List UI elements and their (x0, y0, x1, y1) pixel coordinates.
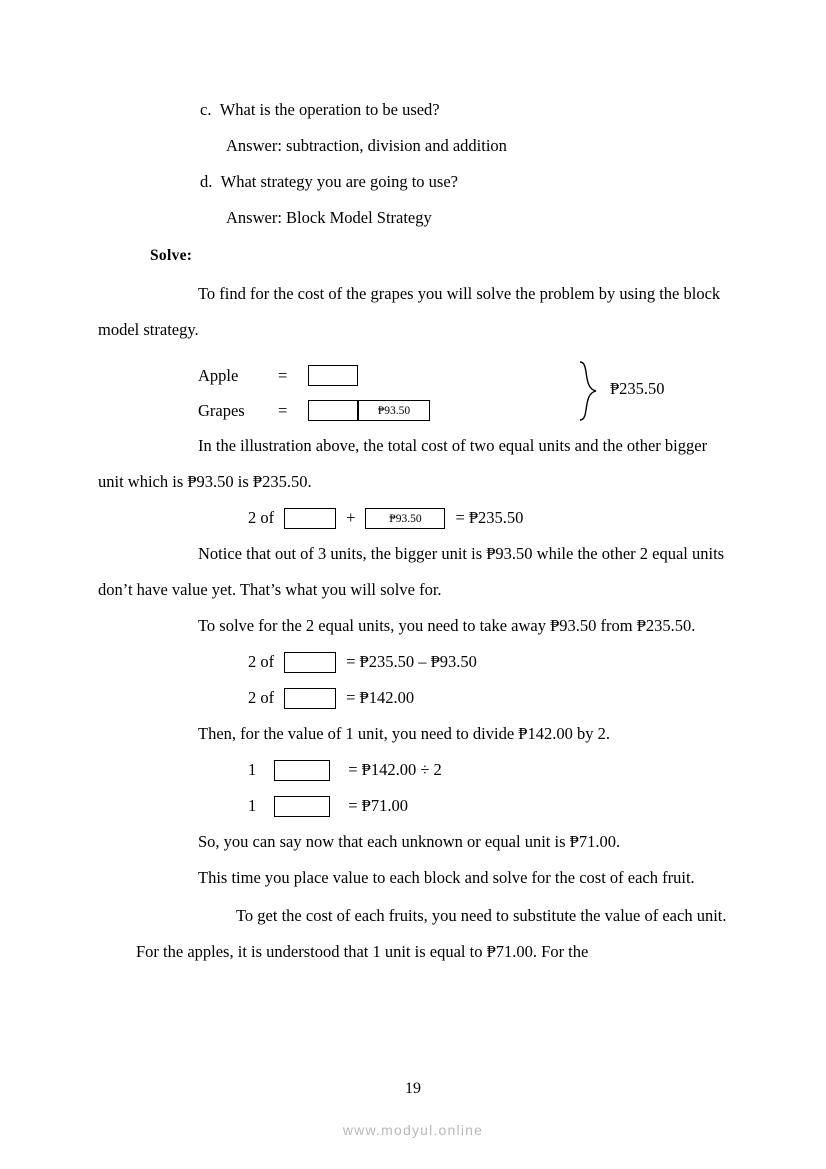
block-model-diagram (198, 358, 728, 428)
equation-5 (248, 788, 728, 824)
question-c-text: What is the operation to be used? (219, 100, 440, 119)
equation-4 (248, 752, 728, 788)
answer-c: Answer: subtraction, division and addition (226, 136, 507, 155)
equation-5-box (274, 796, 330, 817)
paragraph-7: This time you place value to each block and solve for the cost of each fruit. (198, 868, 695, 887)
brace-icon (578, 360, 600, 422)
equation-2-prefix: 2 of (248, 652, 275, 671)
paragraph-5: Then, for the value of 1 unit, you need to divide ₱142.00 by 2. (198, 724, 610, 743)
equation-4-box (274, 760, 330, 781)
equation-3 (248, 680, 728, 716)
equation-5-prefix: 1 (248, 796, 257, 815)
equation-3-suffix: = ₱142.00 (346, 688, 415, 707)
grapes-value-box: ₱93.50 (358, 400, 430, 421)
equation-3-prefix: 2 of (248, 688, 275, 707)
equation-4-prefix: 1 (248, 760, 257, 779)
apple-unit-box (308, 365, 358, 386)
question-c (200, 92, 728, 128)
equation-1-suffix: = ₱235.50 (455, 508, 524, 527)
question-d-marker: d. (200, 172, 213, 191)
paragraph-8: To get the cost of each fruits, you need to substitute the value of each unit. For the apples, it is understood that 1 unit is equal to ₱71.00. For the (136, 906, 727, 961)
equation-1-mid: + (346, 508, 356, 527)
diagram-total: ₱235.50 (610, 379, 665, 398)
equation-4-suffix: = ₱142.00 ÷ 2 (348, 760, 442, 779)
equation-1-box (284, 508, 336, 529)
equation-3-box (284, 688, 336, 709)
equation-5-suffix: = ₱71.00 (348, 796, 408, 815)
solve-heading: Solve: (150, 247, 193, 264)
equation-2-suffix: = ₱235.50 – ₱93.50 (346, 652, 477, 671)
answer-d: Answer: Block Model Strategy (226, 208, 432, 227)
watermark: www.modyul.online (342, 1122, 484, 1138)
paragraph-2: In the illustration above, the total cost of two equal units and the other bigger unit which is ₱93.50 is ₱235.50. (98, 436, 708, 491)
apple-label: Apple (198, 365, 239, 385)
equation-1-value-box: ₱93.50 (365, 508, 445, 529)
apple-equals: = (278, 365, 288, 385)
page-number: 19 (405, 1080, 421, 1097)
page-content (98, 92, 728, 970)
equation-2 (248, 644, 728, 680)
grapes-unit-box (308, 400, 358, 421)
paragraph-6: So, you can say now that each unknown or equal unit is ₱71.00. (198, 832, 621, 851)
paragraph-4: To solve for the 2 equal units, you need to take away ₱93.50 from ₱235.50. (198, 616, 696, 635)
grapes-equals: = (278, 400, 288, 420)
question-d-text: What strategy you are going to use? (220, 172, 458, 191)
grapes-label: Grapes (198, 400, 245, 420)
equation-2-box (284, 652, 336, 673)
equation-1 (248, 500, 728, 536)
equation-1-prefix: 2 of (248, 508, 275, 527)
question-d (200, 164, 728, 200)
question-c-marker: c. (200, 100, 212, 119)
paragraph-3: Notice that out of 3 units, the bigger unit is ₱93.50 while the other 2 equal units don’t have value yet. That’s what you will solve for. (98, 544, 725, 599)
paragraph-1: To find for the cost of the grapes you will solve the problem by using the block model strategy. (98, 284, 721, 339)
